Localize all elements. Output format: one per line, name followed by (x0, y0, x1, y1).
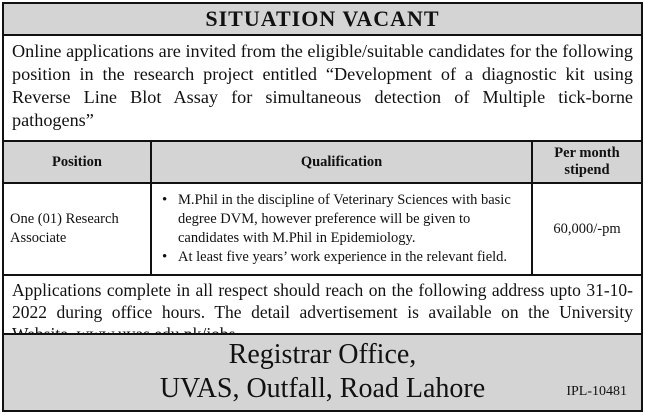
address-line-2: UVAS, Outfall, Road Lahore (159, 373, 486, 404)
position-table (4, 140, 641, 274)
intro-paragraph: Online applications are invited from the eligible/suitable candidates for the following position in the research project entitled “Development of a diagnostic kit using Reverse Line Blot Assay for simultaneous detection of Multiple tick-borne pathogens” (12, 41, 633, 130)
address-footer (4, 333, 641, 410)
job-advertisement (2, 2, 643, 412)
closing-paragraph: Applications complete in all respect should reach on the following address upto 31-10-2022 during office hours. The detail advertisement is available on the University (4, 274, 641, 346)
reference-code: IPL-10481 (566, 384, 627, 399)
qualification-item: • At least five years’ work experience in the relevant field. (158, 248, 525, 267)
stipend-cell: 60,000/-pm (532, 183, 641, 274)
address-line-1: Registrar Office, (228, 339, 417, 370)
position-cell: One (01) Research Associate (10, 211, 119, 246)
header-stipend: Per month stipend (532, 141, 641, 183)
table-header-row (4, 141, 641, 183)
qualification-item: • M.Phil in the discipline of Veterinary Sciences with basic degree DVM, however preference will be given to candidates with M.Phil in Epidemiology. (158, 191, 525, 248)
table-row (4, 183, 641, 274)
header-qualification: Qualification (151, 141, 532, 183)
qualification-cell (151, 183, 532, 274)
page-title: SITUATION VACANT (4, 4, 641, 36)
qualification-list (158, 191, 525, 267)
header-position: Position (4, 141, 151, 183)
